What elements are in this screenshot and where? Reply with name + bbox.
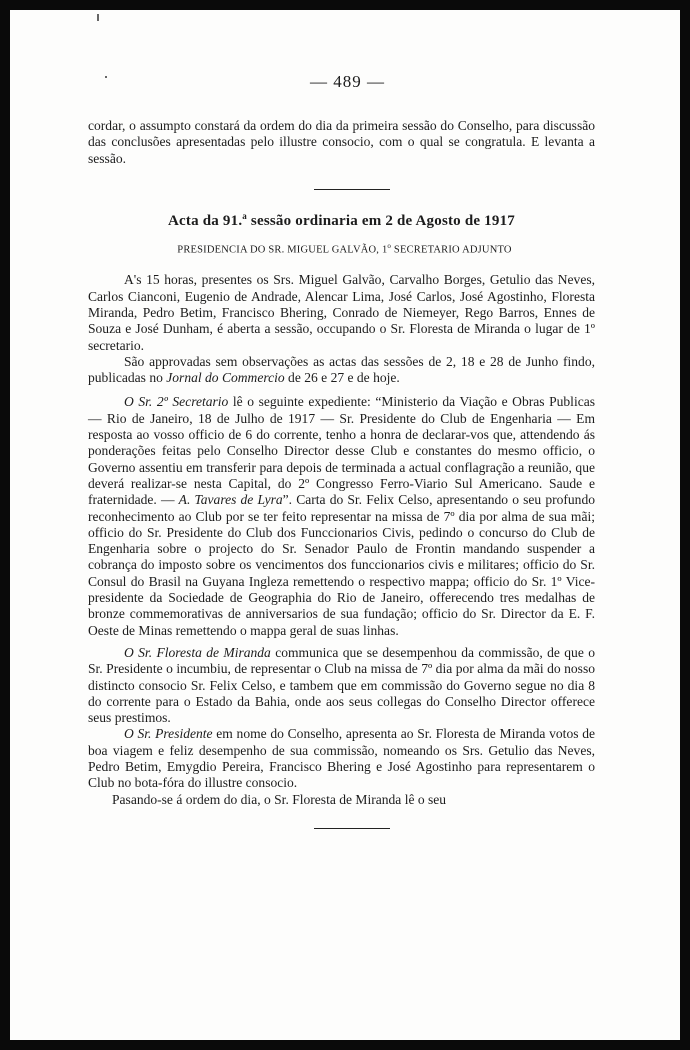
presidency-prefix: PRESIDENCIA DO SR. MIGUEL GALVÃO, 1 xyxy=(177,244,388,256)
heading-suffix: sessão ordinaria em 2 de Agosto de 1917 xyxy=(246,212,515,229)
scan-speck xyxy=(97,14,99,21)
president-paragraph xyxy=(88,726,595,791)
correspondence-text-2: ”. Carta do Sr. Felix Celso, apresentando o seu profundo reconhecimento ao Club por se ter feito representar na missa de 7º dia por alma de sua mãi; officio do Sr. Presidente do Club dos Funccionarios Civis, pedindo o concurso do Club de Engenharia sobre o projecto do Sr. Senador Paulo de Frontin mandando suspender a cobrança do imposto sobre os vencimentos dos funccionarios civis e militares; officio do Sr. Consul do Brasil na Guyana Ingleza remettendo o respectivo mappa; officio do Sr. 1º Vice-presidente da Sociedade de Geographia do Rio de Janeiro, offerecendo tres medalhas de bronze commemorativas de anniversarios de sua fundação; officio do Sr. Director da E. F. Oeste de Minas remettendo o mappa geral de suas linhas. xyxy=(88,492,596,638)
page-number: — 489 — xyxy=(310,72,385,91)
presidency-line xyxy=(94,242,595,256)
presidency-superscript: o xyxy=(387,241,392,250)
page-content xyxy=(88,72,595,829)
heading-prefix: Acta da 91. xyxy=(168,212,243,229)
secretary-speaker: O Sr. 2º Secretario xyxy=(124,394,229,410)
president-text: em nome do Conselho, apresenta ao Sr. Floresta de Miranda votos de boa viagem e feliz desempenho de sua commissão, nomeando os Srs. Getulio das Neves, Pedro Betim, Emygdio Pereira, Francisco Bhering e José Agostinho para representarem o Club no bota-fóra do illustre consocio. xyxy=(88,726,595,791)
document-page xyxy=(10,10,680,1040)
intro-paragraph: cordar, o assumpto constará da ordem do dia da primeira sessão do Conselho, para discussão das conclusões apresentadas pelo illustre consocio, com o qual se congratula. E levanta a sessão. xyxy=(88,118,595,166)
floresta-paragraph xyxy=(88,645,595,726)
approval-paragraph xyxy=(88,354,595,387)
minutes-heading xyxy=(88,211,595,230)
heading-superscript: a xyxy=(242,210,247,221)
approval-text-start: São approvadas sem observações as actas das sessões de 2, 18 e 28 de Junho findo, publicadas no xyxy=(88,353,595,386)
floresta-text: communica que se desempenhou da commissão, de que o Sr. Presidente o incumbiu, de representar o Club na missa de 7º dia por alma da mãi do nosso distincto consocio Sr. Felix Celso, e tambem que em commissão do Governo segue no dia 8 do corrente para o Estado da Bahia, onde aos seus collegas do Conselho Director offerece seus prestimos. xyxy=(88,644,595,726)
president-speaker: O Sr. Presidente xyxy=(124,726,213,742)
agenda-paragraph: Pasando-se á ordem do dia, o Sr. Floresta de Miranda lê o seu xyxy=(112,791,447,807)
approval-text-end: de 26 e 27 e de hoje. xyxy=(284,370,400,386)
newspaper-title: Jornal do Commercio xyxy=(166,370,285,386)
floresta-speaker: O Sr. Floresta de Miranda xyxy=(124,644,271,660)
correspondence-text-1: lê o seguinte expediente: “Ministerio da Viação e Obras Publicas — Rio de Janeiro, 18 de Julho de 1917 — Sr. Presidente do Club de Engenharia — Em resposta ao vosso officio de 6 do corrente, tenho a honra de declarar-vos que, attendendo ás ponderações feitas pelo Conselho Director desse Club e constantes do mesmo officio, o Governo assentiu em transferir para depois de terminada a actual conflagração a reunião, que deverá realizar-se nesta Capital, do 2º Congresso Ferro-Viario Sul Americano. Saude e fraternidade. — xyxy=(88,394,596,508)
closing-divider xyxy=(314,828,390,829)
correspondence-paragraph xyxy=(88,394,595,638)
section-divider xyxy=(314,189,390,190)
letter-signature: A. Tavares de Lyra xyxy=(178,492,283,508)
presidency-suffix: SECRETARIO ADJUNTO xyxy=(391,244,512,256)
attendance-paragraph: A's 15 horas, presentes os Srs. Miguel Galvão, Carvalho Borges, Getulio das Neves, Carlos Cianconi, Eugenio de Andrade, Alencar Lima, José Carlos, José Agostinho, Floresta Miranda, Pedro Betim, Francisco Bhering, Conrado de Niemeyer, Rego Barros, Ennes de Souza e José Dunham, é aberta a sessão, occupando o Sr. Floresta de Miranda o lugar de 1º secretario. xyxy=(88,272,595,353)
